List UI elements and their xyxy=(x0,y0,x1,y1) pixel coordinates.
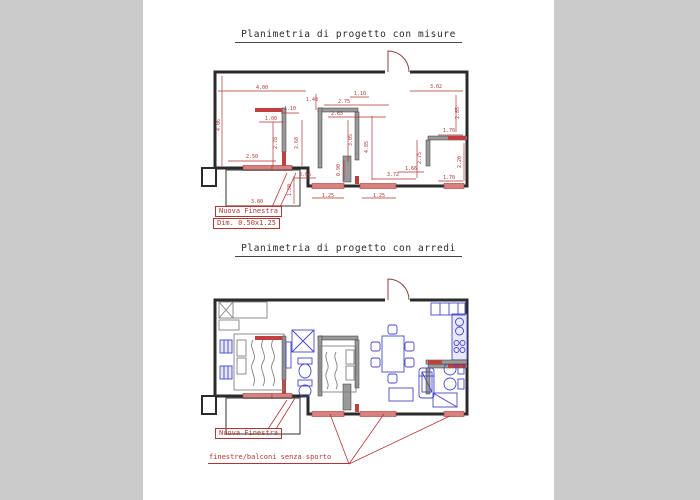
rug xyxy=(389,388,413,401)
dimension-label: 2.75 xyxy=(417,151,423,165)
shower-detail-2 xyxy=(433,393,457,407)
bidet-2 xyxy=(444,378,456,390)
dimension-label: 4.00 xyxy=(255,85,269,91)
dimension-label: 3.72 xyxy=(386,172,400,178)
dimension-label: 3.05 xyxy=(348,133,354,147)
dimension-label: 1.25 xyxy=(372,193,386,199)
dimension-label: 2.68 xyxy=(294,136,300,150)
dimension-label: 1.70 xyxy=(442,175,456,181)
lower-plan-title-text: Planimetria di progetto con arredi xyxy=(235,243,462,257)
dimension-label: 1.70 xyxy=(442,128,456,134)
dining-table xyxy=(382,336,404,372)
radiator xyxy=(286,342,291,368)
dimension-label: 2.78 xyxy=(273,136,279,150)
upper-dim-note-label: Dim. 0.50x1.25 xyxy=(213,218,280,229)
dimension-label: 2.85 xyxy=(455,106,461,120)
blanket-lines xyxy=(326,352,337,389)
chair xyxy=(371,342,380,351)
double-bed xyxy=(234,334,284,390)
wardrobe-detail xyxy=(440,303,458,315)
kitchen-counter xyxy=(452,314,467,360)
nightstand xyxy=(220,340,232,353)
toilet xyxy=(299,364,311,378)
bedroom-furniture xyxy=(219,302,356,392)
blanket-lines xyxy=(252,340,275,386)
dimension-label: 1.48 xyxy=(305,97,319,103)
pillow xyxy=(237,340,246,356)
dimension-label: 3.80 xyxy=(250,199,264,205)
closet xyxy=(219,320,239,330)
dimension-label: 1.80 xyxy=(287,183,293,197)
dimension-label: 1.10 xyxy=(283,106,297,112)
wardrobe xyxy=(431,303,465,315)
dimension-label: 3.02 xyxy=(429,84,443,90)
pillow xyxy=(346,366,354,380)
toilet-tank xyxy=(298,358,312,364)
finestre-senza-sporto-label: finestre/balconi senza sporto xyxy=(208,454,349,464)
single-bed-pillow xyxy=(219,302,233,318)
dimension-label: 2.65 xyxy=(330,111,344,117)
dimension-label: 2.75 xyxy=(337,99,351,105)
nightstand xyxy=(220,366,232,379)
chair xyxy=(371,358,380,367)
dimension-label: 2.20 xyxy=(457,155,463,169)
bidet-tank-2 xyxy=(458,379,464,389)
chair xyxy=(405,358,414,367)
dimension-label: 4.85 xyxy=(364,140,370,154)
lower-nuova-finestra-label: Nuova Finestra xyxy=(215,428,282,439)
pillow xyxy=(237,358,246,374)
chair xyxy=(405,342,414,351)
dimension-label: 3.66 xyxy=(298,172,312,178)
upper-plan-title-text: Planimetria di progetto con misure xyxy=(235,29,462,43)
dimension-label: 1.10 xyxy=(353,91,367,97)
dimension-label: 1.00 xyxy=(264,116,278,122)
floor-plan-upper xyxy=(202,51,467,207)
dimension-label: 1.25 xyxy=(321,193,335,199)
dimension-label: 1.66 xyxy=(404,166,418,172)
dimension-label: 0.90 xyxy=(336,163,342,177)
upper-nuova-finestra-label: Nuova Finestra xyxy=(215,206,282,217)
dimension-label: 2.50 xyxy=(245,154,259,160)
pillow xyxy=(346,350,354,364)
leader-lines xyxy=(268,398,295,429)
chair xyxy=(388,374,397,383)
dimension-label: 4.06 xyxy=(216,118,222,132)
shower-detail xyxy=(292,330,314,352)
chair xyxy=(388,325,397,334)
new-door-mark xyxy=(428,360,442,364)
